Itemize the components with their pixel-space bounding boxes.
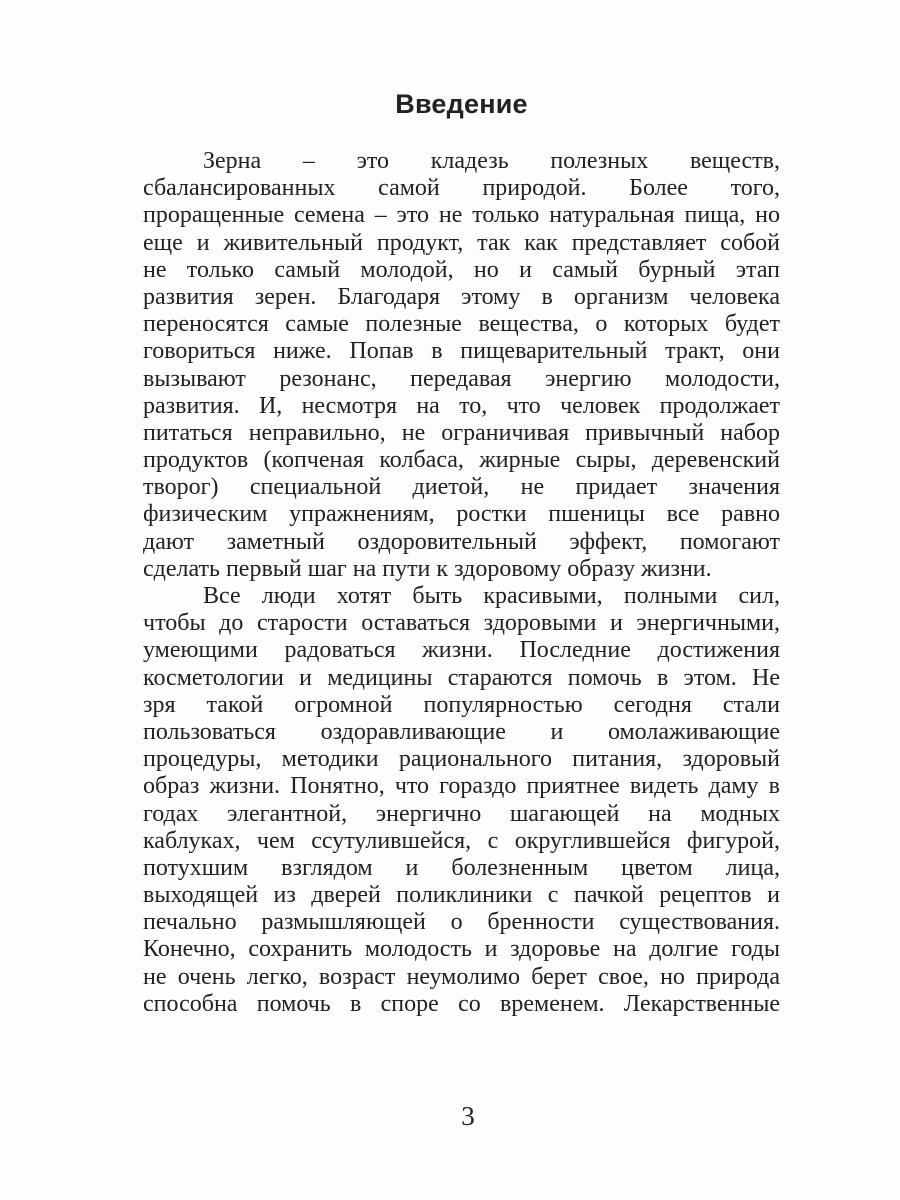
text-line: проращенные семена – это не только натуральная пища, но	[143, 202, 780, 229]
text-line: косметологии и медицины стараются помочь в этом. Не	[143, 664, 780, 691]
text-line: потухшим взглядом и болезненным цветом лица,	[143, 854, 780, 881]
text-line: образ жизни. Понятно, что гораздо приятнее видеть даму в	[143, 773, 780, 800]
text-line: переносятся самые полезные вещества, о которых будет	[143, 311, 780, 338]
text-line: Зерна – это кладезь полезных веществ,	[203, 148, 780, 174]
text-line: процедуры, методики рационального питания, здоровый	[143, 746, 780, 773]
paragraph-2	[143, 583, 780, 1018]
text-line: Все люди хотят быть красивыми, полными сил,	[203, 583, 780, 609]
text-line: выходящей из дверей поликлиники с пачкой рецептов и	[143, 882, 780, 909]
text-line: продуктов (копченая колбаса, жирные сыры, деревенский	[143, 447, 780, 474]
text-line: вызывают резонанс, передавая энергию молодости,	[143, 365, 780, 392]
text-line: не очень легко, возраст неумолимо берет свое, но природа	[143, 963, 780, 990]
text-line: развития. И, несмотря на то, что человек продолжает	[143, 392, 780, 419]
text-line: творог) специальной диетой, не придает значения	[143, 474, 780, 501]
text-line: не только самый молодой, но и самый бурный этап	[143, 256, 780, 283]
text-line: сбалансированных самой природой. Более того,	[143, 175, 780, 202]
text-line: зря такой огромной популярностью сегодня стали	[143, 691, 780, 718]
text-line: еще и живительный продукт, так как представляет собой	[143, 229, 780, 256]
text-line: физическим упражнениям, ростки пшеницы все равно	[143, 501, 780, 528]
text-line: пользоваться оздоравливающие и омолаживающие	[143, 718, 780, 745]
text-line: годах элегантной, энергично шагающей на модных	[143, 800, 780, 827]
text-line: питаться неправильно, не ограничивая привычный набор	[143, 419, 780, 446]
text-line: Конечно, сохранить молодость и здоровье на долгие годы	[143, 936, 780, 963]
text-line: печально размышляющей о бренности существования.	[143, 909, 780, 936]
page-number: 3	[461, 1101, 475, 1131]
text-line: умеющими радоваться жизни. Последние достижения	[143, 637, 780, 664]
text-line: каблуках, чем ссутулившейся, с округлившейся фигурой,	[143, 827, 780, 854]
paragraph-1	[143, 148, 780, 583]
text-line: говориться ниже. Попав в пищеварительный тракт, они	[143, 338, 780, 365]
chapter-title: Введение	[395, 89, 528, 119]
text-line: чтобы до старости оставаться здоровыми и энергичными,	[143, 610, 780, 637]
text-line: сделать первый шаг на пути к здоровому образу жизни.	[143, 555, 712, 582]
text-line: способна помочь в споре со временем. Лекарственные	[143, 990, 780, 1017]
text-line: дают заметный оздоровительный эффект, помогают	[143, 528, 780, 555]
body-text	[143, 148, 780, 1018]
text-line: развития зерен. Благодаря этому в организм человека	[143, 283, 780, 310]
